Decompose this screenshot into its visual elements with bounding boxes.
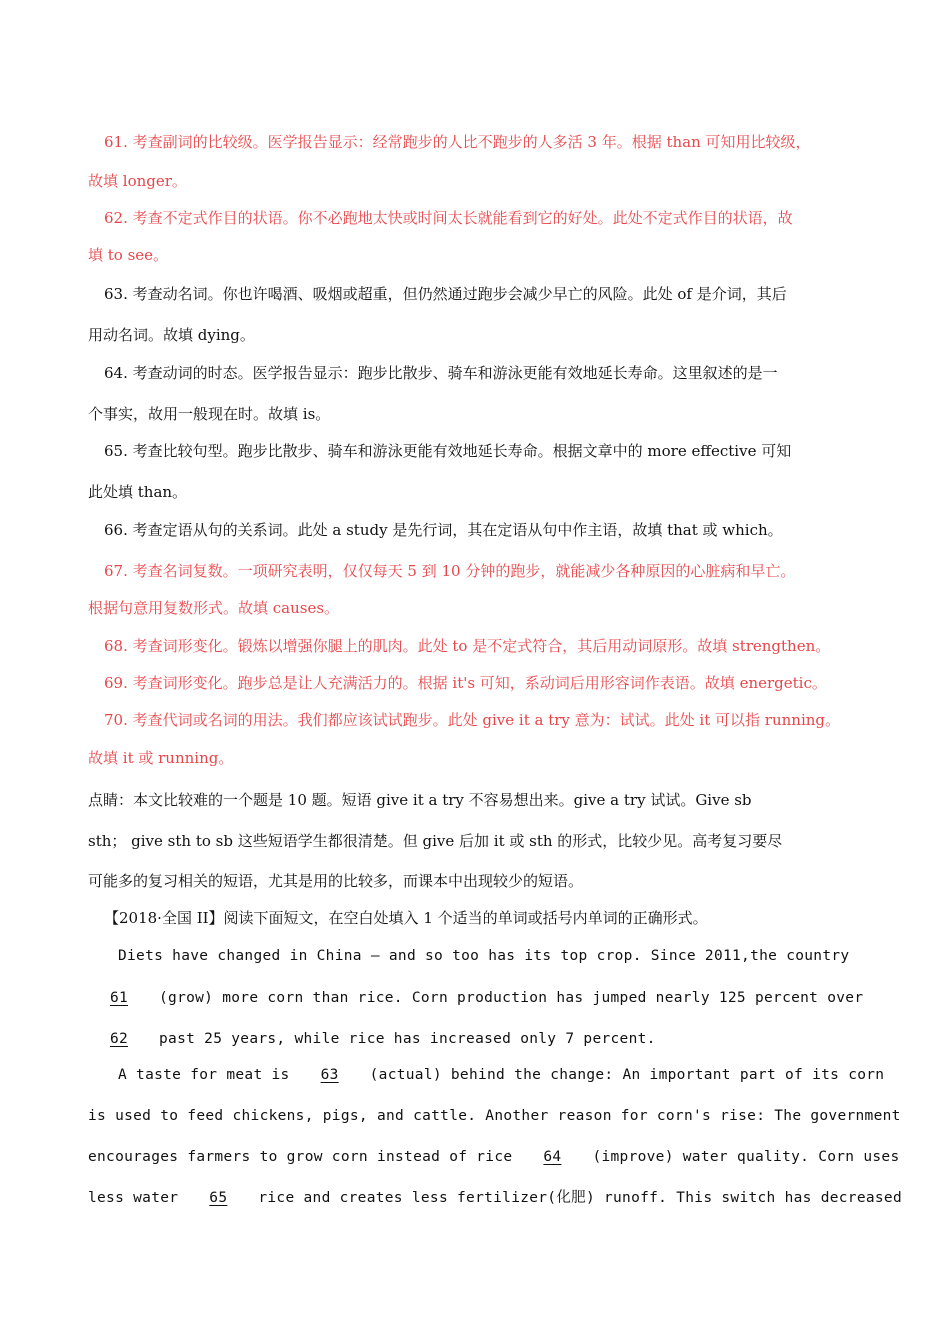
passage-line-7-after: rice and creates less fertilizer(化肥) runoff. This switch has decreased — [249, 1190, 902, 1206]
passage-line-6-before: encourages farmers to grow corn instead of rice — [88, 1149, 522, 1165]
passage-line-6-after: (improve) water quality. Corn uses — [583, 1149, 900, 1165]
blank-61[interactable]: 61 — [109, 990, 129, 1006]
answer-68-line-1: 68. 考查词形变化。锻炼以增强你腿上的肌肉。此处 to 是不定式符合，其后用动词原形。故填 strengthen。 — [104, 637, 831, 655]
blank-63[interactable]: 63 — [320, 1067, 339, 1083]
answer-63-line-1: 63. 考查动名词。你也许喝酒、吸烟或超重，但仍然通过跑步会减少早亡的风险。此处 of 是介词，其后 — [104, 285, 787, 303]
exercise-heading: 【2018·全国 II】阅读下面短文，在空白处填入 1 个适当的单词或括号内单词的正确形式。 — [104, 909, 708, 927]
passage-line-6 — [88, 1147, 900, 1167]
answer-66-line-1: 66. 考查定语从句的关系词。此处 a study 是先行词，其在定语从句中作主语，故填 that 或 which。 — [104, 521, 783, 539]
comment-line-1: 点睛：本文比较难的一个题是 10 题。短语 give it a try 不容易想出来。give a try 试试。Give sb — [88, 791, 752, 809]
answer-65-line-1: 65. 考查比较句型。跑步比散步、骑车和游泳更能有效地延长寿命。根据文章中的 more effective 可知 — [104, 442, 792, 460]
passage-line-4-before: A taste for meat is — [118, 1067, 299, 1083]
answer-61-line-1: 61. 考查副词的比较级。医学报告显示：经常跑步的人比不跑步的人多活 3 年。根据 than 可知用比较级， — [104, 133, 811, 151]
answer-61-line-2: 故填 longer。 — [88, 172, 187, 190]
answer-69-line-1: 69. 考查词形变化。跑步总是让人充满活力的。根据 it's 可知，系动词后用形容词作表语。故填 energetic。 — [104, 674, 827, 692]
passage-line-3-text: past 25 years, while rice has increased only 7 percent. — [150, 1031, 656, 1047]
passage-line-1: Diets have changed in China — and so too has its top crop. Since 2011,the country — [118, 948, 850, 964]
passage-line-7 — [88, 1188, 902, 1208]
answer-70-line-1: 70. 考查代词或名词的用法。我们都应该试试跑步。此处 give it a try 意为：试试。此处 it 可以指 running。 — [104, 711, 840, 729]
answer-70-line-2: 故填 it 或 running。 — [88, 749, 234, 767]
answer-62-line-2: 填 to see。 — [88, 246, 169, 264]
passage-line-5: is used to feed chickens, pigs, and cattle. Another reason for corn's rise: The government — [88, 1108, 901, 1124]
answer-64-line-1: 64. 考查动词的时态。医学报告显示：跑步比散步、骑车和游泳更能有效地延长寿命。这里叙述的是一 — [104, 364, 778, 382]
answer-67-line-2: 根据句意用复数形式。故填 causes。 — [88, 599, 340, 617]
answer-64-line-2: 个事实，故用一般现在时。故填 is。 — [88, 405, 331, 423]
answer-62-line-1: 62. 考查不定式作目的状语。你不必跑地太快或时间太长就能看到它的好处。此处不定式作目的状语，故 — [104, 209, 793, 227]
passage-line-7-before: less water — [88, 1190, 188, 1206]
answer-65-line-2: 此处填 than。 — [88, 483, 188, 501]
blank-62[interactable]: 62 — [109, 1031, 129, 1047]
passage-line-3 — [88, 1029, 878, 1049]
answer-67-line-1: 67. 考查名词复数。一项研究表明，仅仅每天 5 到 10 分钟的跑步，就能减少各种原因的心脏病和早亡。 — [104, 562, 796, 580]
blank-65[interactable]: 65 — [209, 1190, 228, 1206]
blank-64[interactable]: 64 — [543, 1149, 562, 1165]
comment-line-2: sth； give sth to sb 这些短语学生都很清楚。但 give 后加 it 或 sth 的形式，比较少见。高考复习要尽 — [88, 832, 783, 850]
passage-line-4-after: (actual) behind the change: An important part of its corn — [360, 1067, 885, 1083]
passage-line-2-text: (grow) more corn than rice. Corn production has jumped nearly 125 percent over — [150, 990, 864, 1006]
passage-line-4 — [118, 1065, 908, 1085]
passage-line-2 — [88, 988, 878, 1008]
answer-63-line-2: 用动名词。故填 dying。 — [88, 326, 255, 344]
comment-line-3: 可能多的复习相关的短语，尤其是用的比较多，而课本中出现较少的短语。 — [88, 872, 584, 890]
